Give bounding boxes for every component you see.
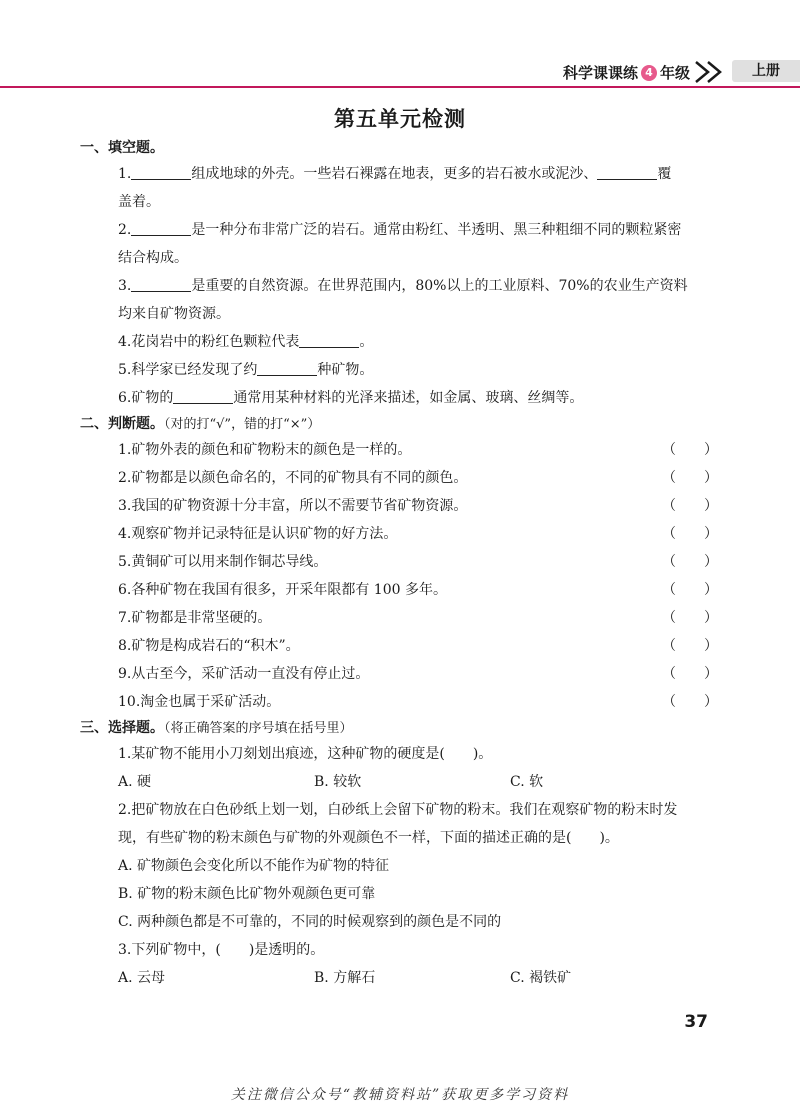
judge-item: 5.黄铜矿可以用来制作铜芯导线。 （ ）: [80, 548, 720, 576]
answer-parens[interactable]: （ ）: [662, 582, 718, 598]
choice-q3-options: [80, 964, 720, 992]
fill-q3: 3. 是重要的自然资源。在世界范围内，80%以上的工业原料、70%的农业生产资料: [118, 278, 688, 294]
fill-q5: 5.科学家已经发现了约 种矿物。: [118, 362, 374, 378]
judge-item: 3.我国的矿物资源十分丰富，所以不需要节省矿物资源。 （ ）: [80, 492, 720, 520]
series-name: 科学课课练: [562, 64, 638, 82]
option-b[interactable]: B. 矿物的粉末颜色比矿物外观颜色更可靠: [118, 886, 376, 902]
judge-item: 6.各种矿物在我国有很多，开采年限都有 100 多年。 （ ）: [80, 576, 720, 604]
option-c[interactable]: C. 软: [510, 774, 544, 790]
answer-parens[interactable]: （ ）: [662, 442, 718, 458]
judge-item: 2.矿物都是以颜色命名的，不同的矿物具有不同的颜色。 （ ）: [80, 464, 720, 492]
judge-item: 9.从古至今，采矿活动一直没有停止过。 （ ）: [80, 660, 720, 688]
answer-parens[interactable]: （ ）: [662, 554, 718, 570]
answer-parens[interactable]: （ ）: [662, 694, 718, 710]
footer-note: 关注微信公众号“教辅资料站”获取更多学习资料: [230, 1087, 570, 1103]
judge-item: 10.淘金也属于采矿活动。 （ ）: [80, 688, 720, 716]
answer-blank[interactable]: [131, 277, 191, 292]
page-title: 第五单元检测: [334, 106, 466, 131]
answer-parens[interactable]: （ ）: [662, 610, 718, 626]
choice-q2: 2.把矿物放在白色砂纸上划一划，白砂纸上会留下矿物的粉末。我们在观察矿物的粉末时发: [118, 802, 678, 818]
fill-q2-cont: 结合构成。: [118, 250, 188, 266]
option-b[interactable]: B. 方解石: [314, 970, 376, 986]
fill-q2: 2. 是一种分布非常广泛的岩石。通常由粉红、半透明、黑三种粗细不同的颗粒紧密: [118, 222, 682, 238]
option-c[interactable]: C. 两种颜色都是不可靠的，不同的时候观察到的颜色是不同的: [118, 914, 502, 930]
choice-q3: 3.下列矿物中，( )是透明的。: [118, 942, 325, 958]
section-choice-title: 三、选择题。（将正确答案的序号填在括号里）: [80, 720, 353, 736]
fill-q6: 6.矿物的 通常用某种材料的光泽来描述，如金属、玻璃、丝绸等。: [118, 390, 584, 406]
choice-q2-cont: 现，有些矿物的粉末颜色与矿物的外观颜色不一样，下面的描述正确的是( )。: [118, 830, 619, 846]
answer-parens[interactable]: （ ）: [662, 470, 718, 486]
answer-blank[interactable]: [131, 221, 191, 236]
fill-q1-cont: 盖着。: [118, 194, 160, 210]
header-rule: [0, 86, 800, 88]
judge-item: 8.矿物是构成岩石的“积木”。 （ ）: [80, 632, 720, 660]
judge-item: 1.矿物外表的颜色和矿物粉末的颜色是一样的。 （ ）: [80, 436, 720, 464]
answer-parens[interactable]: （ ）: [662, 666, 718, 682]
grade-label: 年级: [659, 64, 690, 82]
volume-tab: 上册: [732, 60, 800, 82]
option-a[interactable]: A. 硬: [118, 774, 152, 790]
series-label: [563, 62, 690, 83]
page-number: 37: [684, 1012, 708, 1032]
answer-blank[interactable]: [299, 333, 359, 348]
section-judge-title: 二、判断题。（对的打“√”，错的打“×”）: [80, 416, 321, 432]
option-a[interactable]: A. 云母: [118, 970, 166, 986]
worksheet-body: [80, 136, 720, 992]
section-fill-blank-title: 一、填空题。: [80, 140, 164, 156]
judge-item: 4.观察矿物并记录特征是认识矿物的好方法。 （ ）: [80, 520, 720, 548]
option-c[interactable]: C. 褐铁矿: [510, 970, 572, 986]
answer-parens[interactable]: （ ）: [662, 526, 718, 542]
choice-q1-options: [80, 768, 720, 796]
option-a[interactable]: A. 矿物颜色会变化所以不能作为矿物的特征: [118, 858, 390, 874]
fill-q3-cont: 均来自矿物资源。: [118, 306, 230, 322]
double-chevron-icon: [694, 58, 728, 86]
answer-blank[interactable]: [257, 361, 317, 376]
answer-parens[interactable]: （ ）: [662, 498, 718, 514]
fill-q4: 4.花岗岩中的粉红色颗粒代表 。: [118, 334, 374, 350]
judge-item: 7.矿物都是非常坚硬的。 （ ）: [80, 604, 720, 632]
choice-q1: 1.某矿物不能用小刀刻划出痕迹，这种矿物的硬度是( )。: [118, 746, 493, 762]
answer-blank[interactable]: [173, 389, 233, 404]
option-b[interactable]: B. 较软: [314, 774, 362, 790]
answer-blank[interactable]: [131, 165, 191, 180]
answer-parens[interactable]: （ ）: [662, 638, 718, 654]
answer-blank[interactable]: [597, 165, 657, 180]
grade-badge: 4: [641, 65, 657, 81]
fill-q1: 1. 组成地球的外壳。一些岩石裸露在地表，更多的岩石被水或泥沙、 覆: [118, 166, 672, 182]
